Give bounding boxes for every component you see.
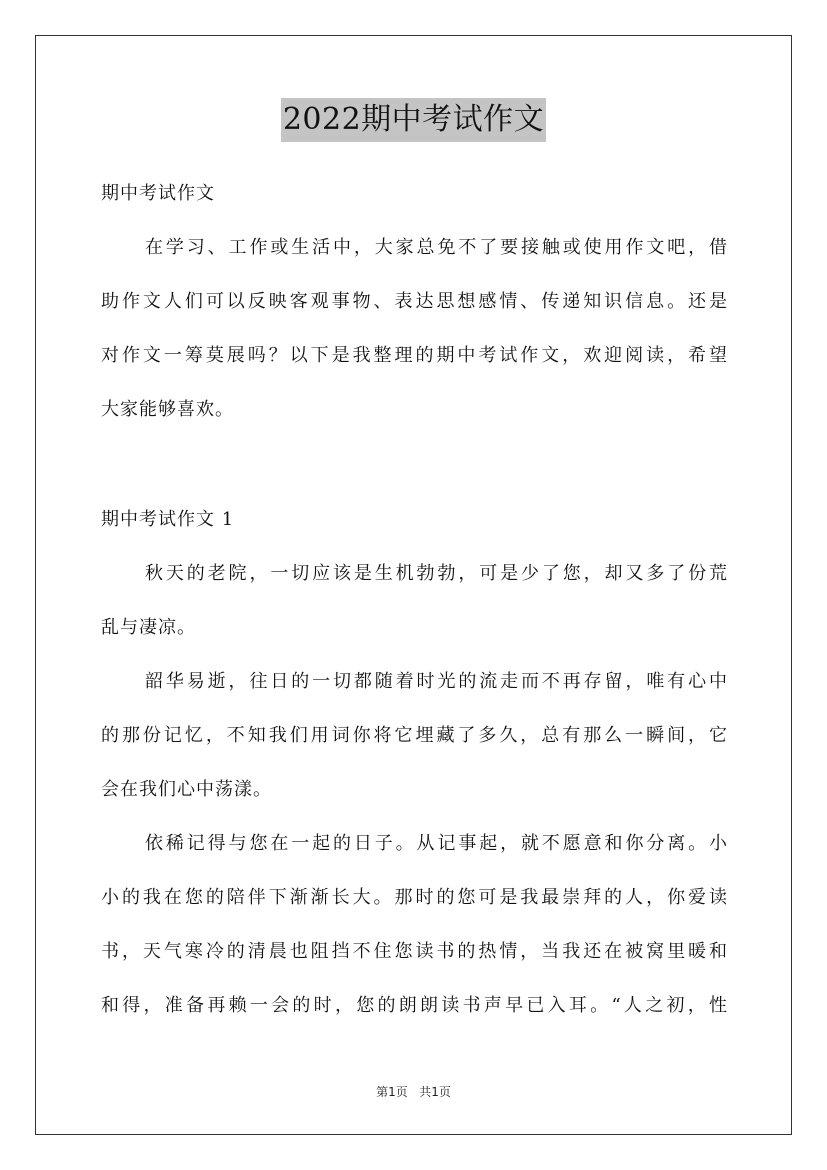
essay1-p2-line-2: 的那份记忆，不知我们用词你将它埋藏了多久，总有那么一瞬间，它 [101,725,727,746]
page-footer: 第1页 共1页 [376,1085,451,1099]
essay1-p3-line-1: 依稀记得与您在一起的日子。从记事起，就不愿意和你分离。小 [145,833,727,854]
essay1-p3-line-2: 小的我在您的陪伴下渐渐长大。那时的您可是我最崇拜的人，你爱读 [101,887,727,908]
intro-line-2: 助作文人们可以反映客观事物、表达思想感情、传递知识信息。还是 [101,291,727,312]
essay1-p3-line-4: 和得，准备再赖一会的时，您的朗朗读书声早已入耳。“人之初，性 [101,995,727,1016]
intro-line-3: 对作文一筹莫展吗？以下是我整理的期中考试作文，欢迎阅读，希望 [101,345,727,366]
title-container [0,98,827,142]
essay1-p2-line-3: 会在我们心中荡漾。 [101,779,272,800]
intro-line-1: 在学习、工作或生活中，大家总免不了要接触或使用作文吧，借 [145,237,727,258]
essay1-p1-line-1: 秋天的老院，一切应该是生机勃勃，可是少了您，却又多了份荒 [145,563,727,584]
essay1-p3-line-3: 书，天气寒冷的清晨也阻挡不住您读书的热情，当我还在被窝里暖和 [101,941,727,962]
essay1-p1-line-2: 乱与凄凉。 [101,617,196,638]
intro-line-4: 大家能够喜欢。 [101,399,234,420]
essay1-heading: 期中考试作文 1 [101,509,235,530]
intro-heading: 期中考试作文 [101,183,215,204]
essay1-p2-line-1: 韶华易逝，往日的一切都随着时光的流走而不再存留，唯有心中 [145,671,727,692]
document-title: 2022期中考试作文 [281,98,546,142]
